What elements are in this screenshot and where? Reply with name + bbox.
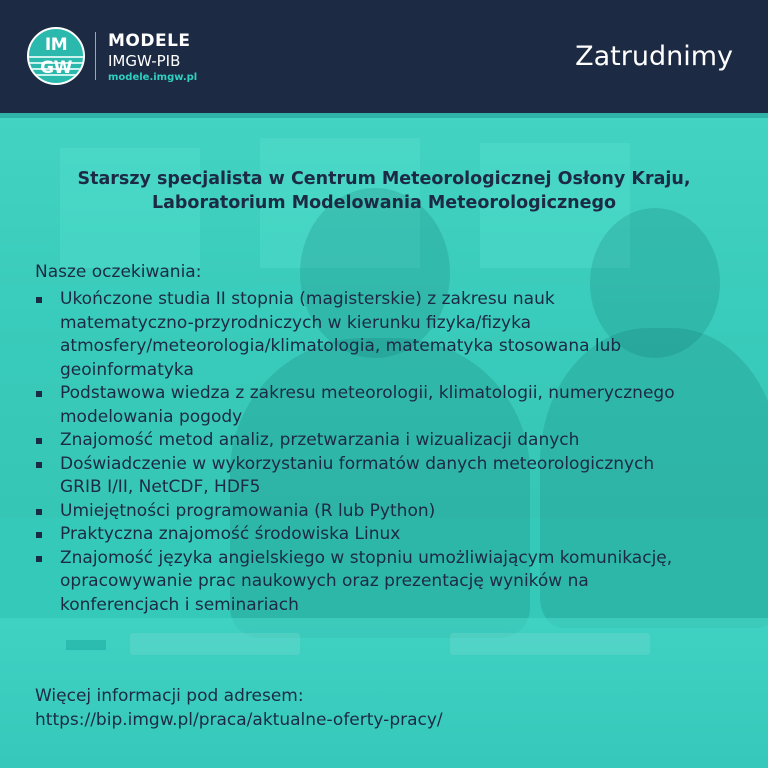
job-title-line: Laboratorium Modelowania Meteorologicznego [151, 193, 617, 213]
logo-text-bottom: GW [40, 58, 72, 78]
requirement-item [35, 429, 747, 453]
background-screen [130, 633, 300, 655]
requirement-line: Znajomość języka angielskiego w stopniu umożliwiającym komunikację, [60, 547, 673, 568]
brand-subtitle: IMGW-PIB [108, 52, 181, 70]
requirements-list [35, 288, 747, 617]
requirement-line: Podstawowa wiedza z zakresu meteorologii, klimatologii, numerycznego [60, 383, 675, 403]
job-title [40, 167, 728, 215]
imgw-logo[interactable] [27, 27, 85, 85]
bullet-icon [36, 438, 42, 444]
requirement-line: Praktyczna znajomość środowiska Linux [60, 524, 401, 544]
requirements-label: Nasze oczekiwania: [35, 262, 202, 282]
background-mark [66, 640, 106, 650]
bullet-icon [36, 462, 42, 468]
requirement-item [35, 547, 747, 618]
bullet-icon [36, 509, 42, 515]
requirement-line: Doświadczenie w wykorzystaniu formatów danych meteorologicznych [60, 453, 655, 474]
requirement-line: atmosfery/meteorologia/klimatologia, matematyka stosowana lub [60, 336, 622, 356]
more-info-label: Więcej informacji pod adresem: [35, 686, 304, 706]
requirement-item [35, 453, 747, 500]
bullet-icon [36, 297, 42, 303]
background-screen [450, 633, 650, 655]
more-info [35, 684, 443, 732]
requirement-line: Znajomość metod analiz, przetwarzania i wizualizacji danych [60, 430, 580, 450]
requirement-item [35, 523, 747, 547]
logo-divider [95, 32, 96, 80]
job-title-line: Starszy specjalista w Centrum Meteorologicznej Osłony Kraju, [77, 169, 691, 189]
requirement-item [35, 500, 747, 524]
header-bar [0, 0, 768, 113]
requirement-line: modelowania pogody [60, 406, 243, 427]
requirement-item [35, 288, 747, 382]
requirement-line: Umiejętności programowania (R lub Python) [60, 500, 436, 521]
header-divider [0, 113, 768, 118]
requirement-line: konferencjach i seminariach [60, 594, 299, 615]
requirement-line: geoinformatyka [60, 359, 194, 380]
more-info-url-link[interactable]: https://bip.imgw.pl/praca/aktualne-oferty-pracy/ [35, 710, 443, 730]
requirement-line: opracowywanie prac naukowych oraz prezentację wyników na [60, 571, 589, 591]
header-title: Zatrudnimy [575, 41, 733, 72]
brand-name: MODELE [108, 31, 191, 51]
bullet-icon [36, 556, 42, 562]
requirement-line: GRIB I/II, NetCDF, HDF5 [60, 477, 261, 497]
bullet-icon [36, 391, 42, 397]
requirement-line: matematyczno-przyrodniczych w kierunku fizyka/fizyka [60, 312, 532, 333]
requirement-line: Ukończone studia II stopnia (magisterskie) z zakresu nauk [60, 289, 555, 309]
requirement-item [35, 382, 747, 429]
logo-text-top: IM [44, 35, 68, 55]
brand-url-link[interactable]: modele.imgw.pl [108, 72, 198, 83]
bullet-icon [36, 532, 42, 538]
